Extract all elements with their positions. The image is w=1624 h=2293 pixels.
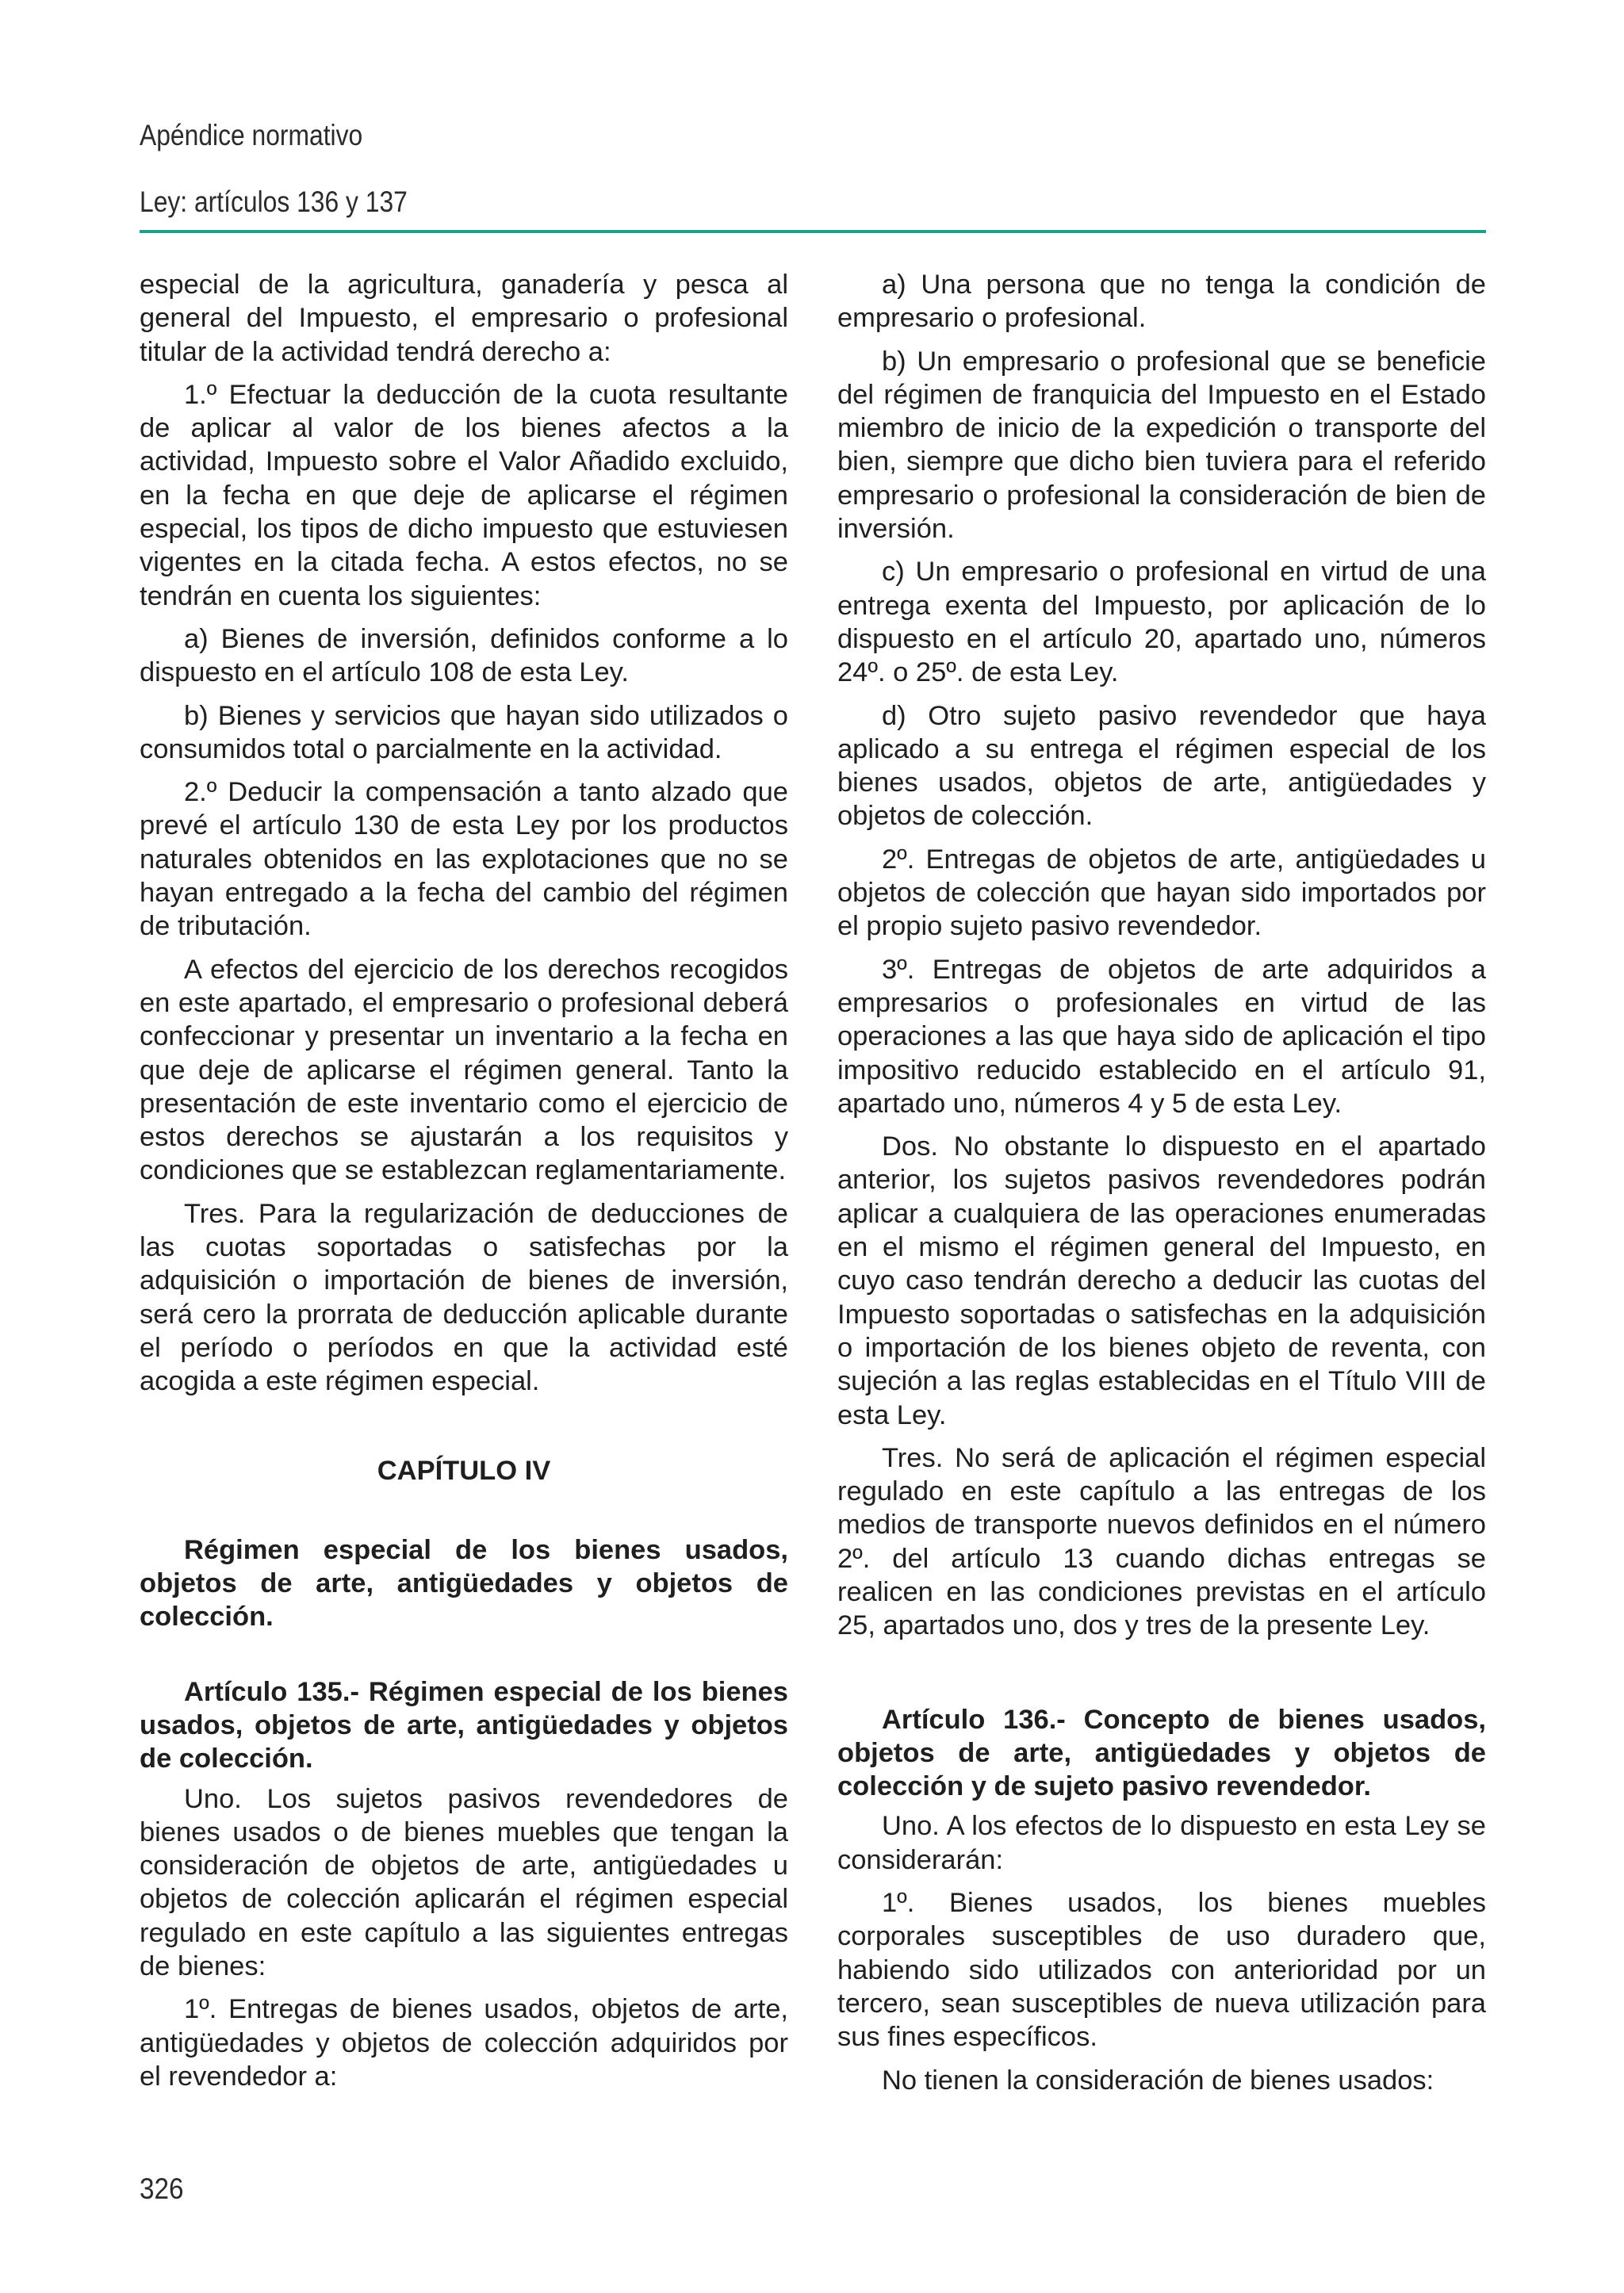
paragraph: d) Otro sujeto pasivo revendedor que haya aplicado a su entrega el régimen especial de los bienes usados, objetos de arte, antigüedades y objetos de colección. <box>837 700 1486 832</box>
paragraph: 1º. Bienes usados, los bienes muebles corporales susceptibles de uso duradero que, habiendo sido utilizados con anterioridad por un tercero, sean susceptibles de nueva utilización para sus fines específicos. <box>837 1888 1486 2053</box>
paragraph: Tres. No será de aplicación el régimen especial regulado en este capítulo a las entregas de los medios de transporte nuevos definidos en el número 2º. del artículo 13 cuando dichas entregas se realicen en las condiciones previstas en el artículo 25, apartados uno, dos y tres de la presente Ley. <box>837 1442 1486 1641</box>
header-subtitle: Ley: artículos 136 y 137 <box>140 186 408 218</box>
paragraph: 1º. Entregas de bienes usados, objetos de arte, antigüedades y objetos de colección adquiridos por el revendedor a: <box>140 1994 788 2092</box>
chapter-heading: CAPÍTULO IV <box>377 1455 551 1486</box>
paragraph: Dos. No obstante lo dispuesto en el apartado anterior, los sujetos pasivos revendedores podrán aplicar a cualquiera de las operaciones enumeradas en el mismo el régimen general del Impuesto, en cuyo caso tendrán derecho a deducir las cuotas del Impuesto soportadas o satisfechas en la adquisición o importación de los bienes objeto de reventa, con sujeción a las reglas establecidas en el Título VIII de esta Ley. <box>837 1131 1486 1430</box>
paragraph: b) Un empresario o profesional que se beneficie del régimen de franquicia del Impuesto en el Estado miembro de inicio de la expedición o transporte del bien, siempre que dicho bien tuviera para el referido empresario o profesional la consideración de bien de inversión. <box>837 346 1486 545</box>
chapter-title: Régimen especial de los bienes usados, objetos de arte, antigüedades y objetos de colección. <box>140 1534 788 1633</box>
paragraph: 1.º Efectuar la deducción de la cuota resultante de aplicar al valor de los bienes afectos a la actividad, Impuesto sobre el Valor Añadido excluido, en la fecha en que deje de aplicarse el régimen especial, los tipos de dicho impuesto que estuviesen vigentes en la citada fecha. A estos efectos, no se tendrán en cuenta los siguientes: <box>140 379 788 611</box>
left-column <box>140 268 788 2103</box>
article-135-heading: Artículo 135.- Régimen especial de los bienes usados, objetos de arte, antigüedades y objetos de colección. <box>140 1676 788 1774</box>
paragraph: A efectos del ejercicio de los derechos recogidos en este apartado, el empresario o profesional deberá confeccionar y presentar un inventario a la fecha en que deje de aplicarse el régimen general. Tanto la presentación de este inventario como el ejercicio de estos derechos se ajustarán a los requisitos y condiciones que se establezcan reglamentariamente. <box>140 954 788 1186</box>
paragraph: 2º. Entregas de objetos de arte, antigüedades u objetos de colección que hayan sido importados por el propio sujeto pasivo revendedor. <box>837 844 1486 942</box>
paragraph: a) Una persona que no tenga la condición de empresario o profesional. <box>837 270 1486 334</box>
paragraph: No tienen la consideración de bienes usados: <box>882 2065 1434 2096</box>
paragraph: especial de la agricultura, ganadería y pesca al general del Impuesto, el empresario o profesional titular de la actividad tendrá derecho a: <box>140 270 788 367</box>
right-column <box>837 268 1486 2107</box>
paragraph: Tres. Para la regularización de deducciones de las cuotas soportadas o satisfechas por la adquisición o importación de bienes de inversión, será cero la prorrata de deducción aplicable durante el período o períodos en que la actividad esté acogida a este régimen especial. <box>140 1198 788 1397</box>
paragraph: Uno. Los sujetos pasivos revendedores de bienes usados o de bienes muebles que tengan la consideración de objetos de arte, antigüedades u objetos de colección aplicarán el régimen especial regulado en este capítulo a las siguientes entregas de bienes: <box>140 1783 788 1982</box>
header-rule <box>140 230 1486 233</box>
paragraph: a) Bienes de inversión, definidos conforme a lo dispuesto en el artículo 108 de esta Ley. <box>140 623 788 688</box>
header-section-title: Apéndice normativo <box>140 119 363 151</box>
paragraph: b) Bienes y servicios que hayan sido utilizados o consumidos total o parcialmente en la actividad. <box>140 700 788 764</box>
article-136-heading: Artículo 136.- Concepto de bienes usados, objetos de arte, antigüedades y objetos de colección y de sujeto pasivo revendedor. <box>837 1704 1486 1802</box>
paragraph: c) Un empresario o profesional en virtud de una entrega exenta del Impuesto, por aplicación de lo dispuesto en el artículo 20, apartado uno, números 24º. o 25º. de esta Ley. <box>837 557 1486 688</box>
paragraph: Uno. A los efectos de lo dispuesto en esta Ley se considerarán: <box>837 1811 1486 1875</box>
page-number: 326 <box>140 2172 184 2205</box>
paragraph: 2.º Deducir la compensación a tanto alzado que prevé el artículo 130 de esta Ley por los productos naturales obtenidos en las explotaciones que no se hayan entregado a la fecha del cambio del régimen de tributación. <box>140 777 788 942</box>
paragraph: 3º. Entregas de objetos de arte adquiridos a empresarios o profesionales en virtud de las operaciones a las que haya sido de aplicación el tipo impositivo reducido establecido en el artículo 91, apartado uno, números 4 y 5 de esta Ley. <box>837 954 1486 1119</box>
